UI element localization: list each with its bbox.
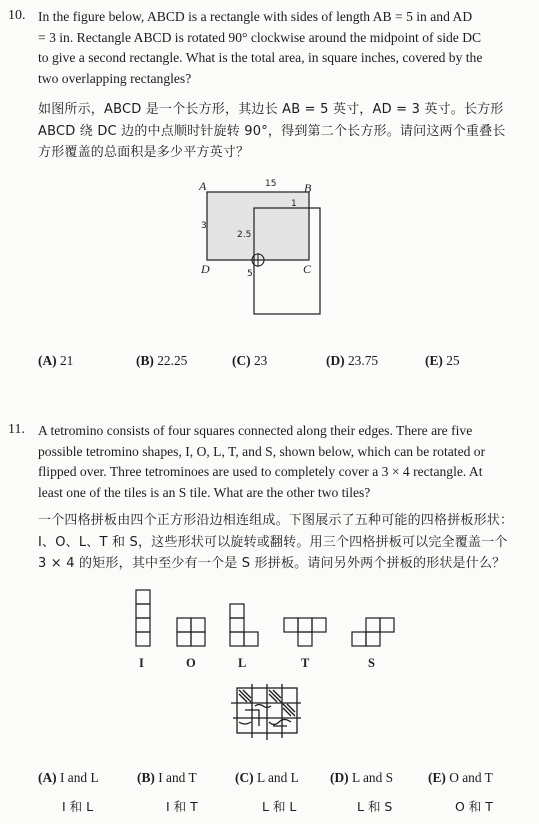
tetromino-o: [177, 618, 205, 646]
q11-question-en: [38, 421, 528, 503]
choice-letter: (C): [235, 770, 254, 785]
note-middle: 2.5: [237, 230, 252, 240]
q10-en-line-2: = 3 in. Rectangle ABCD is rotated 90° clockwise around the midpoint of side DC: [38, 29, 482, 45]
q10-choice-b[interactable]: [136, 353, 187, 369]
q11-en-line-1: A tetromino consists of four squares connected along their edges. There are five: [38, 423, 473, 438]
tetromino-i: [136, 590, 150, 646]
q11-choice-a[interactable]: [38, 770, 99, 786]
note-left: 3: [201, 221, 207, 231]
q10-number: 10.: [8, 8, 26, 23]
q10-question-en: [38, 7, 528, 89]
q11-choice-e-zh: O 和 T: [455, 799, 493, 814]
choice-value: 23: [253, 353, 268, 368]
q11-number: 11.: [8, 422, 25, 437]
choice-value: I and L: [59, 770, 99, 785]
q10-en-line-1: In the figure below, ABCD is a rectangle with sides of length AB = 5 in and AD: [38, 9, 473, 24]
choice-letter: (D): [326, 353, 345, 368]
q11-choice-c-zh: L 和 L: [262, 799, 297, 814]
choice-value: 21: [59, 353, 74, 368]
choice-value: I and T: [158, 770, 197, 785]
q10-choice-e[interactable]: [425, 353, 460, 369]
choice-letter: (E): [428, 770, 446, 785]
q10-choice-a[interactable]: [38, 353, 73, 369]
tetromino-s: [352, 618, 394, 646]
choice-letter: (A): [38, 353, 57, 368]
choice-letter: (B): [137, 770, 155, 785]
label-d: D: [201, 262, 210, 276]
choice-letter: (D): [330, 770, 349, 785]
q10-zh-line-1: 如图所示，ABCD 是一个长方形，其边长 AB = 5 英寸，AD = 3 英寸。长方形: [38, 102, 504, 117]
note-bottom: 5: [247, 269, 253, 279]
student-sketch-3x4: [225, 680, 307, 750]
label-c: C: [303, 262, 312, 276]
choice-value: 25: [446, 353, 460, 368]
q11-choice-c[interactable]: [235, 770, 299, 786]
note-top: 15: [265, 179, 277, 189]
q10-en-line-3: to give a second rectangle. What is the total area, in square inches, covered by the: [38, 50, 483, 65]
q11-zh-line-2: I、O、L、T 和 S，这些形状可以旋转或翻转。用三个四格拼板可以完全覆盖一个: [38, 534, 508, 550]
choice-value: 23.75: [347, 353, 379, 368]
shape-label-o: O: [186, 656, 196, 670]
q10-choice-c[interactable]: [232, 353, 267, 369]
q10-choice-d[interactable]: [326, 353, 378, 369]
q11-choice-b[interactable]: [137, 770, 197, 786]
note-corner: 1: [291, 199, 297, 209]
q11-choice-a-zh: I 和 L: [62, 799, 94, 814]
choice-letter: (E): [425, 353, 443, 368]
choice-letter: (A): [38, 770, 57, 785]
q11-choice-e[interactable]: [428, 770, 493, 786]
label-a: A: [199, 179, 207, 193]
q11-choice-d-zh: L 和 S: [357, 799, 393, 814]
label-b: B: [304, 181, 312, 195]
q11-choice-b-zh: I 和 T: [166, 799, 198, 814]
q10-question-zh: [38, 99, 533, 164]
q11-en-line-2: possible tetromino shapes, I, O, L, T, and S, shown below, which can be rotated or: [38, 443, 486, 459]
choice-value: O and T: [449, 770, 493, 785]
q11-choice-d[interactable]: [330, 770, 393, 786]
choice-letter: (B): [136, 353, 154, 368]
shape-label-l: L: [238, 656, 247, 670]
choice-value: L and L: [256, 770, 299, 785]
q10-rectangle-figure: [195, 175, 335, 330]
q11-question-zh: [38, 510, 533, 575]
q11-en-line-4: least one of the tiles is an S tile. What are the other two tiles?: [38, 484, 371, 500]
q10-zh-line-2: ABCD 绕 DC 边的中点顺时针旋转 90°，得到第二个长方形。请问这两个重叠长: [38, 123, 506, 139]
shape-label-t: T: [301, 656, 310, 670]
q10-en-line-4: two overlapping rectangles?: [38, 70, 192, 86]
tetromino-t: [284, 618, 326, 646]
shape-label-s: S: [368, 656, 375, 670]
q11-zh-line-1: 一个四格拼板由四个正方形沿边相连组成。下图展示了五种可能的四格拼板形状：: [38, 513, 514, 528]
shape-label-i: I: [139, 656, 144, 670]
choice-letter: (C): [232, 353, 251, 368]
q10-zh-line-3: 方形覆盖的总面积是多少平方英寸？: [38, 145, 250, 160]
q11-en-line-3: flipped over. Three tetrominoes are used to completely cover a 3 × 4 rectangle. At: [38, 464, 483, 479]
choice-value: 22.25: [157, 353, 188, 368]
q11-zh-line-3: 3 × 4 的矩形，其中至少有一个是 S 形拼板。请问另外两个拼板的形状是什么？: [38, 556, 506, 571]
choice-value: L and S: [351, 770, 394, 785]
tetromino-shapes-figure: [120, 585, 420, 675]
tetromino-l: [230, 604, 258, 646]
